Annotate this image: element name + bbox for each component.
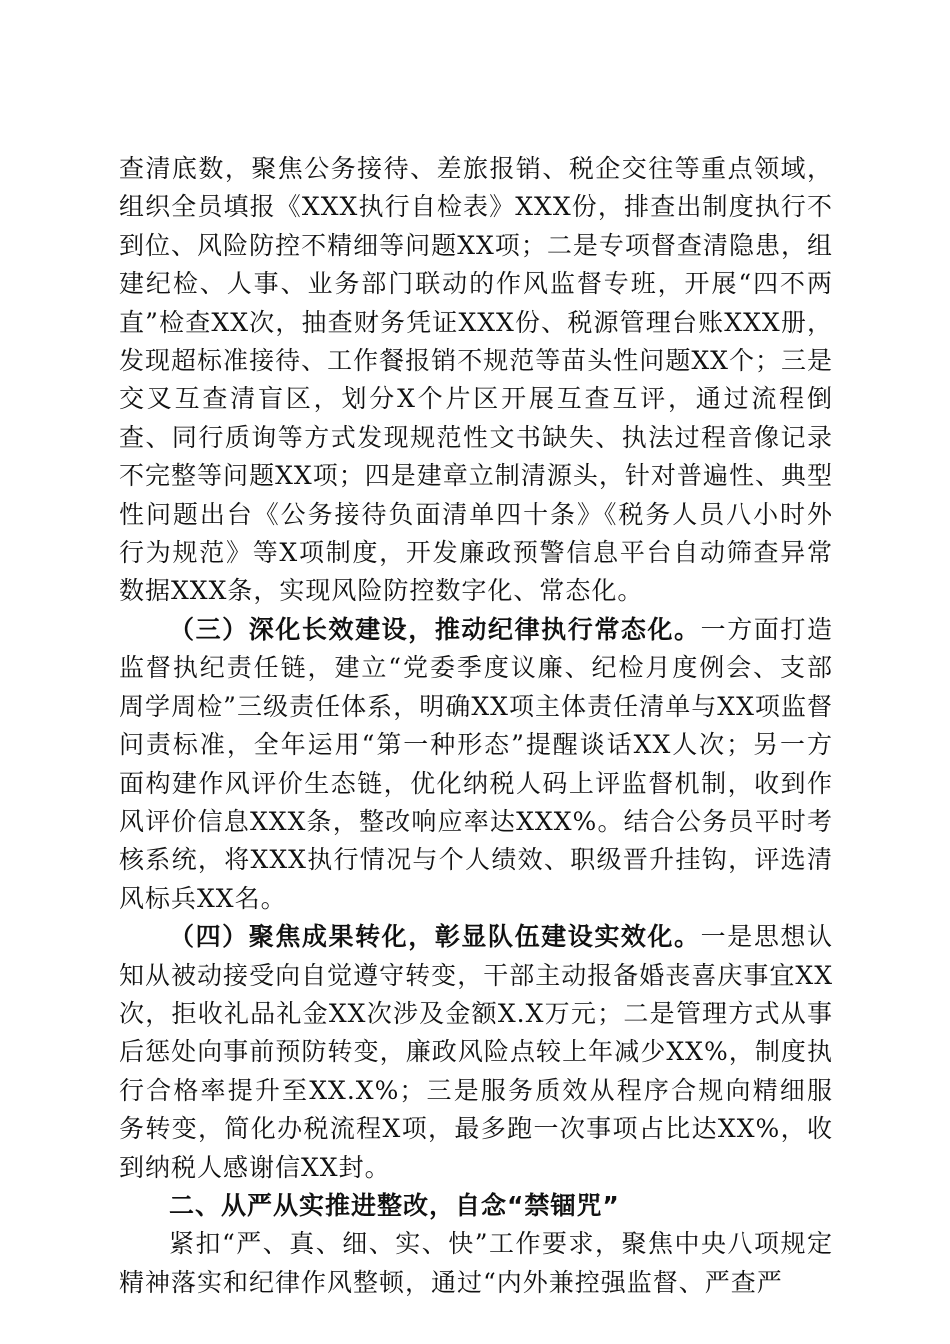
subsection-heading-three: （三）深化长效建设，推动纪律执行常态化。 — [169, 614, 701, 644]
paragraph-continued: 查清底数，聚焦公务接待、差旅报销、税企交往等重点领域，组织全员填报《XXX执行自检表》XXX份，排查出制度执行不到位、风险防控不精细等问题XX项；二是专项督查清隐患，组建纪检、人事、业务部门联动的作风监督专班，开展“四不两直”检查XX次，抽查财务凭证XXX份、税源管理台账XXX册，发现超标准接待、工作餐报销不规范等苗头性问题XX个；三是交叉互查清盲区，划分X个片区开展互查互评，通过流程倒查、同行质询等方式发现规范性文书缺失、执法过程音像记录不完整等问题XX项；四是建章立制清源头，针对普遍性、典型性问题出台《公务接待负面清单四十条》《税务人员八小时外行为规范》等X项制度，开发廉政预警信息平台自动筛查异常数据XXX条，实现风险防控数字化、常态化。 — [119, 154, 833, 606]
paragraph-body-four: 一是思想认知从被动接受向自觉遵守转变，干部主动报备婚丧喜庆事宜XX次，拒收礼品礼金XX次涉及金额X.X万元；二是管理方式从事后惩处向事前预防转变，廉政风险点较上年减少XX%，制度执行合格率提升至XX.X%；三是服务质效从程序合规向精细服务转变，简化办税流程X项，最多跑一次事项占比达XX%，收到纳税人感谢信XX封。 — [119, 922, 833, 1182]
paragraph-section-four — [119, 918, 833, 1187]
document-body — [119, 150, 833, 1302]
paragraph-section-three — [119, 611, 833, 918]
subsection-heading-four: （四）聚焦成果转化，彰显队伍建设实效化。 — [169, 922, 701, 952]
section-heading-two: 二、从严从实推进整改，自念“禁锢咒” — [169, 1190, 620, 1220]
paragraph-section-two-intro: 紧扣“严、真、细、实、快”工作要求，聚焦中央八项规定精神落实和纪律作风整顿，通过“内外兼控强监督、严查严 — [119, 1229, 833, 1297]
paragraph-body-three: 一方面打造监督执纪责任链，建立“党委季度议廉、纪检月度例会、支部周学周检”三级责任体系，明确XX项主体责任清单与XX项监督问责标准，全年运用“第一种形态”提醒谈话XX人次；另一方面构建作风评价生态链，优化纳税人码上评监督机制，收到作风评价信息XXX条，整改响应率达XXX%。结合公务员平时考核系统，将XXX执行情况与个人绩效、职级晋升挂钩，评选清风标兵XX名。 — [119, 614, 833, 913]
